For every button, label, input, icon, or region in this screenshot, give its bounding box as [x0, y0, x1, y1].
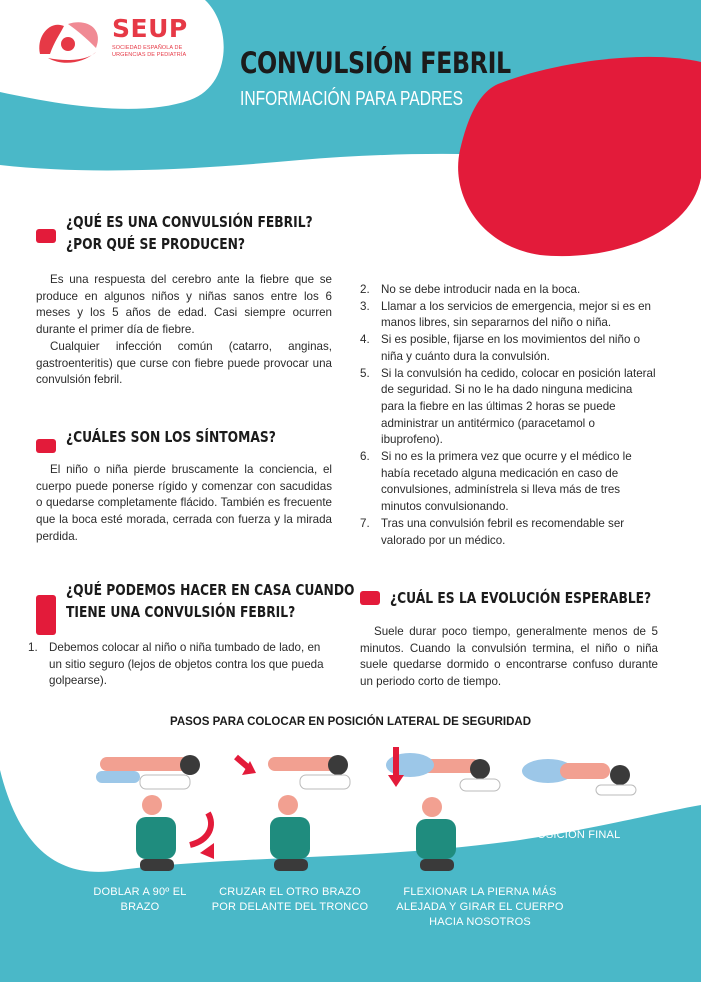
step2-illustration [236, 755, 350, 871]
section-heading-what [66, 211, 313, 255]
list-item-number: 4. [360, 333, 370, 347]
paragraph: Cualquier infección común (catarro, anginas, gastroenteritis) que curse con fiebre puede provocar una convulsión febril. [36, 339, 332, 387]
list-item-number: 7. [360, 516, 370, 530]
step4-illustration [522, 759, 636, 795]
logo [34, 14, 114, 66]
list-item-number: 2. [360, 283, 370, 296]
page-subtitle: INFORMACIÓN PARA PADRES [240, 88, 464, 110]
section-marker [36, 439, 56, 453]
heading-line: TIENE UNA CONVULSIÓN FEBRIL? [66, 603, 296, 621]
list-item-number: 5. [360, 366, 370, 380]
heading-line: ¿QUÉ ES UNA CONVULSIÓN FEBRIL? [66, 213, 313, 231]
paragraph: El niño o niña pierde bruscamente la conciencia, el cuerpo puede ponerse rígido y comenzar con sacudidas o quedarse completamente flácido. También es frecuente que la boca esté morada, cerrada con fuerza y la mirada perdida. [36, 463, 332, 543]
paragraph: Es una respuesta del cerebro ante la fiebre que se produce en algunos niños y niñas sanos entre los 6 meses y los 5 años de edad. Casi siempre ocurren durante el primer día de fiebre. [36, 273, 332, 337]
caption-line: POSICIÓN FINAL [529, 829, 621, 841]
section-text-what [36, 272, 332, 389]
list-item-number: 3. [360, 299, 370, 313]
list-item-text: Tras una convulsión febril es recomendable ser valorado por un médico. [381, 516, 625, 547]
list-item [360, 449, 658, 516]
caption-line: DOBLAR A 90º EL [93, 886, 187, 898]
list-item [360, 282, 658, 299]
section-text-symptoms [36, 462, 332, 546]
list-item-text: Si la convulsión ha cedido, colocar en posición lateral de seguridad. Si no le ha dado ninguna medicina para la fiebre en las últimas 2 horas se puede administrar un antitérmico (paracetamol o ibuprofeno). [381, 366, 656, 447]
step1-illustration [96, 755, 214, 871]
list-item-text: Si es posible, fijarse en los movimientos del niño o niña y cuánto dura la convulsión. [381, 333, 641, 363]
list-item [28, 640, 332, 690]
list-item-text: Debemos colocar al niño o niña tumbado de lado, en un sitio seguro (lejos de objetos contra los que pueda golpearse). [49, 641, 324, 688]
step-caption-2 [205, 885, 375, 915]
step-caption-4 [510, 828, 640, 843]
caption-line: CRUZAR EL OTRO BRAZO [219, 886, 361, 898]
logo-subtitle-line1: SOCIEDAD ESPAÑOLA DE [112, 45, 183, 51]
list-item-text: No se debe introducir nada en la boca. [381, 283, 581, 296]
list-item-number: 6. [360, 450, 370, 464]
caption-line: HACIA NOSOTROS [429, 916, 531, 928]
list-item [360, 332, 658, 365]
section-text-evolution [360, 624, 658, 691]
section-marker [36, 595, 56, 635]
logo-name: SEUP [112, 14, 188, 43]
home-steps-list-left [28, 640, 332, 690]
list-item [360, 516, 658, 549]
caption-line: ALEJADA Y GIRAR EL CUERPO [396, 901, 564, 913]
home-steps-list-right [360, 282, 658, 549]
page-title: CONVULSIÓN FEBRIL [240, 46, 511, 80]
section-marker [360, 591, 380, 605]
steps-title: PASOS PARA COLOCAR EN POSICIÓN LATERAL DE SEGURIDAD [170, 716, 531, 728]
paragraph: Suele durar poco tiempo, generalmente menos de 5 minutos. Cuando la convulsión termina, el niño o niña suele quedarse dormido o encontrarse confuso durante un periodo corto de tiempo. [360, 625, 658, 689]
list-item-text: Llamar a los servicios de emergencia, mejor si es en manos libres, sin separarnos del niño o niña. [381, 299, 651, 330]
heading-line: ¿POR QUÉ SE PRODUCEN? [66, 235, 246, 253]
caption-line: POR DELANTE DEL TRONCO [211, 901, 369, 913]
logo-mark-icon [34, 14, 114, 66]
caption-line: BRAZO [120, 901, 160, 913]
section-heading-home [66, 579, 354, 623]
step-caption-1 [80, 885, 200, 915]
section-marker [36, 229, 56, 243]
step3-illustration [386, 747, 500, 871]
list-item-number: 1. [28, 641, 38, 654]
recovery-position-illustrations [0, 735, 701, 885]
caption-line: FLEXIONAR LA PIERNA MÁS [403, 886, 557, 898]
logo-subtitle-line2: URGENCIAS DE PEDIATRÍA [112, 52, 187, 58]
list-item-text: Si no es la primera vez que ocurre y el médico le había recetado alguna medicación en caso de convulsiones, adminístrela si lleva más de tres minutos convulsionando. [381, 450, 632, 514]
heading-line: ¿QUÉ PODEMOS HACER EN CASA CUANDO [66, 581, 355, 599]
logo-subtitle [112, 45, 186, 59]
section-heading-symptoms: ¿CUÁLES SON LOS SÍNTOMAS? [66, 428, 276, 446]
section-heading-evolution: ¿CUÁL ES LA EVOLUCIÓN ESPERABLE? [390, 589, 652, 607]
step-caption-3 [385, 885, 575, 930]
list-item [360, 299, 658, 332]
list-item [360, 366, 658, 450]
